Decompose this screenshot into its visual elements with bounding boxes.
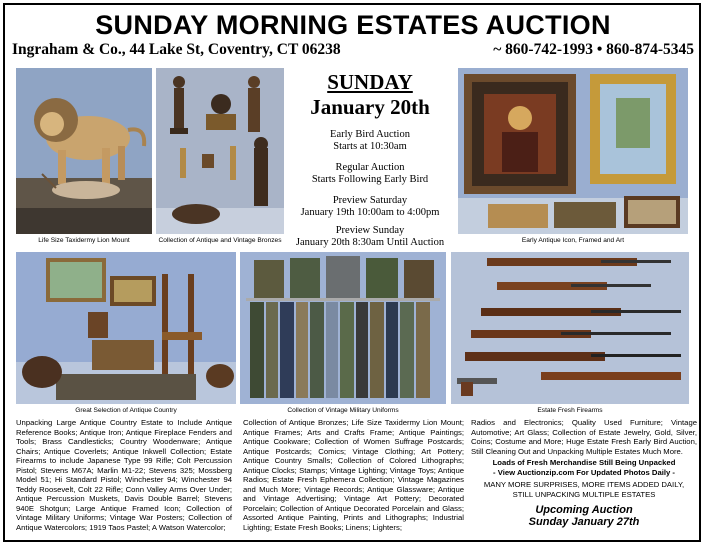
- view-notice: - View Auctionzip.com For Updated Photos Daily -: [493, 467, 675, 477]
- early-bird-info: [286, 129, 454, 153]
- auction-date: January 20th: [310, 95, 430, 119]
- more-notice-2: STILL UNPACKING MULTIPLE ESTATES: [512, 489, 656, 499]
- address-text: Ingraham & Co., 44 Lake St, Coventry, CT 06238: [12, 41, 341, 58]
- preview-sun-line-1: Preview Sunday: [335, 225, 405, 236]
- phone-numbers: ~ 860-742-1993 • 860-874-5345: [493, 41, 694, 58]
- caption-uniforms: Collection of Vintage Military Uniforms: [287, 407, 399, 414]
- lion-photo: [16, 68, 152, 234]
- caption-lion: Life Size Taxidermy Lion Mount: [38, 237, 130, 244]
- items-column-3-text: Radios and Electronics; Quality Used Furniture; Vintage Automotive; Art Glass; Collection of Estate Jewelry, Gold, Silver, Coins; Costume and More; Huge Estate Fresh Early Bird Auction, Still Cleaning Out and Unpacking Multiple Estates Much More.: [471, 418, 697, 456]
- page-title: SUNDAY MORNING ESTATES AUCTION: [95, 10, 611, 40]
- preview-sunday-info: [286, 225, 454, 249]
- bronzes-photo: [156, 68, 284, 234]
- preview-sun-line-2: January 20th 8:30am Until Auction: [295, 237, 445, 248]
- items-column-3: [471, 418, 697, 528]
- regular-auction-info: [286, 162, 454, 186]
- loads-notice: Loads of Fresh Merchandise Still Being Unpacked: [492, 458, 676, 467]
- auction-day: SUNDAY: [327, 70, 413, 94]
- auction-schedule: [286, 68, 454, 249]
- early-bird-line-2: Starts at 10:30am: [333, 141, 407, 152]
- upcoming-auction-date: Sunday January 27th: [528, 516, 640, 528]
- caption-country: Great Selection of Antique Country: [75, 407, 177, 414]
- firearms-photo: [451, 252, 689, 404]
- uniforms-photo: [240, 252, 446, 404]
- icon-photo: [458, 68, 688, 234]
- preview-sat-line-2: January 19th 10:00am to 4:00pm: [300, 207, 440, 218]
- caption-bronzes: Collection of Antique and Vintage Bronzes: [158, 237, 282, 244]
- caption-icon: Early Antique Icon, Framed and Art: [521, 237, 625, 244]
- country-photo: [16, 252, 236, 404]
- items-column-2: Collection of Antique Bronzes; Life Size Taxidermy Lion Mount; Antique Frames; Arts and Crafts Frame; Antique Paintings; Antique Cookware; Collection of Women Suffrage Postcards; Antique Postcards; Comics; Vintage Clothing; Art Pottery; Antique Country Smalls; Collection of Colored Lithographs; Antique Clocks; Stamps; Vintage Lighting; Vintage Toys; Antique Radios; Estate Fresh Ephemera Collection; Vintage Magazines and Much More; Vintage Records; Antique Glassware; Antique and Vintage Advertising; Vintage Art Pottery; Decorated Porcelain; Collection of Antique Decorated Porcelain and Glass; Assorted Antique Painting, Prints and Lithographs; Industrial Lighting; Estate Fresh Books; Linens; Lighters;: [243, 418, 464, 533]
- items-column-1: Unpacking Large Antique Country Estate to Include Antique Reference Books; Antique Iron; Antique Fireplace Fenders and Tools; Brass Candlesticks; Country Woodenware; Antique Chairs; Antique Coverlets; Antique Inkwell Collection; Estate Firearms to include Japanese Type 99 Rifle; Colt Percussion Pistol; Stevens M67A; Marlin M1-22; Stevens 325; Mossberg Model 51; Hi Standard Pistol; Winchester 94; Winchester 94 Teddy Roosevelt, Colt 22 Rifle; Conn Valley Arms Over Under; Antique Percussion Muskets, Davis Double Barrel; Stevens 940E Shotgun; Large Antique Framed Icon; Collection of Vintage Military Uniforms; Vintage War Posters; Collection of Antique Watercolors; 1919 Taos Pastel; A Watson Watercolor;: [16, 418, 232, 533]
- caption-firearms: Estate Fresh Firearms: [537, 407, 603, 414]
- preview-sat-line-1: Preview Saturday: [332, 195, 408, 206]
- early-bird-line-1: Early Bird Auction: [330, 129, 410, 140]
- auction-address: [12, 41, 696, 59]
- more-notice-1: MANY MORE SURPRISES, MORE ITEMS ADDED DAILY,: [483, 480, 685, 489]
- upcoming-auction-title: Upcoming Auction: [535, 504, 633, 516]
- preview-saturday-info: [286, 195, 454, 219]
- regular-line-1: Regular Auction: [335, 162, 405, 173]
- regular-line-2: Starts Following Early Bird: [311, 174, 429, 185]
